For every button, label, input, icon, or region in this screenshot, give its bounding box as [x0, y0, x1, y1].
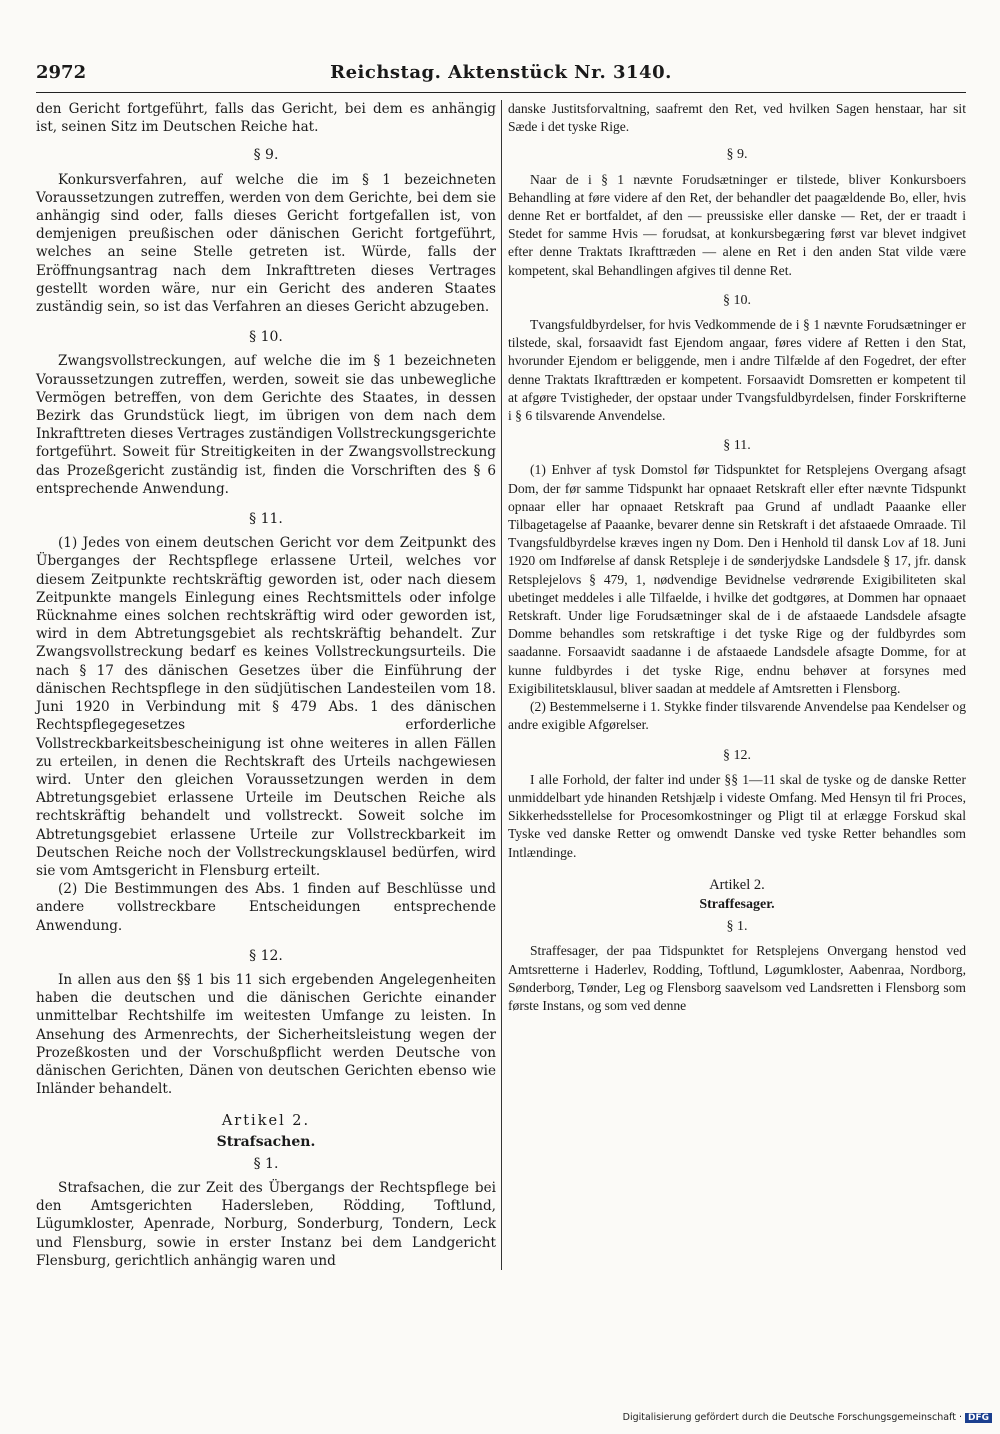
digitization-footer — [623, 1412, 992, 1423]
danish-section-heading: § 10. — [723, 292, 751, 308]
german-section-heading: § 11. — [249, 511, 283, 528]
danish-column — [508, 100, 966, 1015]
german-section-heading: § 10. — [249, 329, 283, 346]
danish-paragraph: (2) Bestemmelserne i 1. Stykke finder tilsvarende Anvendelse paa Kendelser og andre exigible Afgørelser. — [508, 699, 966, 733]
german-column — [36, 100, 496, 1270]
page-header — [36, 62, 966, 92]
german-paragraph: (2) Die Bestimmungen des Abs. 1 finden auf Beschlüsse und andere vollstreckbare Entscheidungen entsprechende Anwendung. — [36, 881, 496, 934]
german-section-heading: § 9. — [253, 147, 279, 164]
header-rule — [36, 92, 966, 93]
german-paragraph: Konkursverfahren, auf welche die im § 1 bezeichneten Voraussetzungen zutreffen, werden von dem Gerichte, bei dem sie anhängig sind oder, falls dieses Gericht fortgefallen ist, von demjenigen preußischen oder dänischen Gericht fortgeführt, welches an seine Stelle getreten ist. Würde, falls der Eröffnungsantrag nach dem Inkrafttreten dieses Vertrages gestellt worden wäre, nur ein Gericht des anderen Staates zuständig sein, so ist das Verfahren an dieses Gericht abzugeben. — [36, 171, 496, 316]
dfg-logo-icon: DFG — [965, 1413, 992, 1423]
german-paragraph: (1) Jedes von einem deutschen Gericht vor dem Zeitpunkt des Überganges der Rechtspflege erlassene Urteil, welches vor diesem Zeitpunkte rechtskräftig geworden ist, oder nach diesem Zeitpunkte mangels Einlegung eines Rechtsmittels oder infolge Rücknahme eines solchen rechtskräftig wird oder geworden ist, wird in dem Abtretungsgebiet als rechtskräftig behandelt. Zur Zwangsvollstreckung bedarf es keines Vollstreckungsurteils. Die nach § 17 des dänischen Gesetzes über die Einführung der dänischen Rechtspflege in den südjütischen Landesteilen vom 18. Juni 1920 in Verbindung mit § 479 Abs. 1 des dänischen Rechtspflegegesetzes erforderliche Vollstreckbarkeitsbescheinigung ist ohne weiteres in allen Fällen zu erteilen, in denen die Rechtskraft des Urteils nachgewiesen wird. Unter den gleichen Voraussetzungen werden in dem Abtretungsgebiet erlassene Urteile im Deutschen Reiche als rechtskräftig behandelt und vollstreckt. Soweit solche im Abtretungsgebiet erlassene Urteile zur Vollstreckbarkeit im Deutschen Reiche noch der Vollstreckungsklausel bedürfen, wird sie vom Amtsgericht in Flensburg erteilt. — [36, 535, 496, 879]
page-title: Reichstag. Aktenstück Nr. 3140. — [330, 62, 672, 83]
danish-article-subtitle: Straffesager. — [699, 896, 775, 912]
danish-paragraph: (1) Enhver af tysk Domstol før Tidspunktet for Retsplejens Overgang afsagt Dom, der før samme Tidspunkt har opnaaet Retskraft eller efter nævnte Tidspunkt opnaar eller har opnaaet Retskraft paa Grund af undladt Paaanke eller Tilbagetagelse af Paaanke, bevarer denne sin Retskraft i det afstaaede Omraade. Til Tvangsfuldbyrdelse kræves ingen ny Dom. Den i Henhold til dansk Lov af 18. Juni 1920 om Indførelse af dansk Retspleje i de sønderjydske Landsdele § 17, jfr. dansk Retsplejelovs § 479, 1, nødvendige Bevidnelse vedrørende Exigibiliteten skal ubetinget meddeles i alle Tilfaelde, i hvilke det godtgøres, at Dommen har opnaaet Retskraft. Under lige Forudsætninger skal de i de afstaaede Landsdele afsagte Domme behandles som retskraftige i det tyske Rige og der fuldbyrdes som saadanne. Forsaavidt saadanne i de afstaaede Landsdele afsagte Domme, for at kunne fuldbyrdes i det tyske Rige, endnu behøver at forsynes med Exigibilitetsklausul, bliver saadan at meddele af Amtsretten i Flensborg. — [508, 462, 966, 696]
danish-article-heading: Artikel 2. — [709, 876, 765, 893]
german-article-heading: Artikel 2. — [221, 1113, 311, 1130]
danish-section-heading: § 12. — [723, 747, 751, 763]
german-section-heading: § 12. — [249, 947, 283, 964]
german-paragraph: Strafsachen, die zur Zeit des Übergangs der Rechtspflege bei den Amtsgerichten Hadersleben, Rödding, Toftlund, Lügumkloster, Apenrade, Norburg, Sonderburg, Tondern, Leck und Flensburg, sowie in erster Instanz bei dem Landgericht Flensburg, gerichtlich anhängig waren und — [36, 1179, 496, 1269]
danish-section-heading: § 11. — [723, 438, 751, 454]
page-number: 2972 — [36, 62, 87, 83]
danish-section-heading: § 1. — [726, 919, 748, 935]
german-paragraph: den Gericht fortgeführt, falls das Gericht, bei dem es anhängig ist, seinen Sitz im Deutschen Reiche hat. — [36, 101, 496, 136]
danish-paragraph: Naar de i § 1 nævnte Forudsætninger er tilstede, bliver Konkursboers Behandling at føre videre af den Ret, der behandler det paagældende Bo, eller, hvis denne Ret er bortfaldet, af den — preussiske eller danske — Ret, der er traadt i Stedet for samme Hvis — forudsat, at konkursbegæring først var blevet indgivet efter denne Traktats Ikrafttræden — alene en Ret i den anden Stat vilde være kompetent, skal Behandlingen afgives til denne Ret. — [508, 171, 966, 278]
german-article-subtitle: Strafsachen. — [216, 1133, 316, 1150]
danish-paragraph: I alle Forhold, der falter ind under §§ 1—11 skal de tyske og de danske Retter unmiddelbart yde hinanden Retshjælp i videste Omfang. Med Hensyn til fri Proces, Sikkerhedsstellelse for Procesomkostninger og Pligt til at erlægge Forskud skal Tyske ved danske Retter og omwendt Danske ved tyske Retter behandles som Intlændinge. — [508, 771, 966, 860]
german-paragraph: Zwangsvollstreckungen, auf welche die im § 1 bezeichneten Voraussetzungen zutreffen, werden, soweit sie das unbewegliche Vermögen betreffen, von dem Gerichte des Staates, in dessen Bezirk das Grundstück liegt, im übrigen von dem nach dem Inkrafttreten dieses Vertrages zuständigen Vollstreckungsgerichte fortgeführt. Soweit für Streitigkeiten in der Zwangsvollstreckung das Prozeßgericht zuständig ist, finden die Vorschriften des § 6 entsprechende Anwendung. — [36, 353, 496, 497]
danish-paragraph: Tvangsfuldbyrdelser, for hvis Vedkommende de i § 1 nævnte Forudsætninger er tilstede, skal, forsaavidt fast Ejendom angaar, føres videre af Retten i den Stat, hvorunder Ejendom er beliggende, men i andre Tilfælde af den Fogedret, der efter denne Traktats Ikrafttræden er kompetent. Forsaavidt Domsretten er kompetent til at afgøre Tvistigheder, der opstaar under Tvangsfuldbyrdelsen, finder Forskrifterne i § 6 tilsvarende Anvendelse. — [508, 317, 966, 424]
column-divider — [501, 100, 502, 1270]
footer-text: Digitalisierung gefördert durch die Deutsche Forschungsgemeinschaft · — [622, 1412, 962, 1423]
german-section-heading: § 1. — [253, 1155, 279, 1172]
danish-section-heading: § 9. — [726, 147, 748, 163]
german-paragraph: In allen aus den §§ 1 bis 11 sich ergebenden Angelegenheiten haben die deutschen und die dänischen Gerichte einander unmittelbar Rechtshilfe im weitesten Umfange zu leisten. In Ansehung des Armenrechts, der Sicherheitsleistung wegen der Prozeßkosten und der Vorschußpflicht werden Deutsche von dänischen Gerichten, Dänen von deutschen Gerichten ebenso wie Inländer behandelt. — [36, 971, 496, 1098]
danish-paragraph: danske Justitsforvaltning, saafremt den Ret, ved hvilken Sagen henstaar, har sit Sæde i det tyske Rige. — [508, 101, 966, 135]
danish-paragraph: Straffesager, der paa Tidspunktet for Retsplejens Onvergang henstod ved Amtsretterne i Haderlev, Rodding, Toftlund, Løgumkloster, Aabenraa, Nordborg, Sønderborg, Tønder, Leg og Flensborg saavelsom ved Landsretten i Flensborg som første Instans, og som ved denne — [508, 943, 966, 1013]
